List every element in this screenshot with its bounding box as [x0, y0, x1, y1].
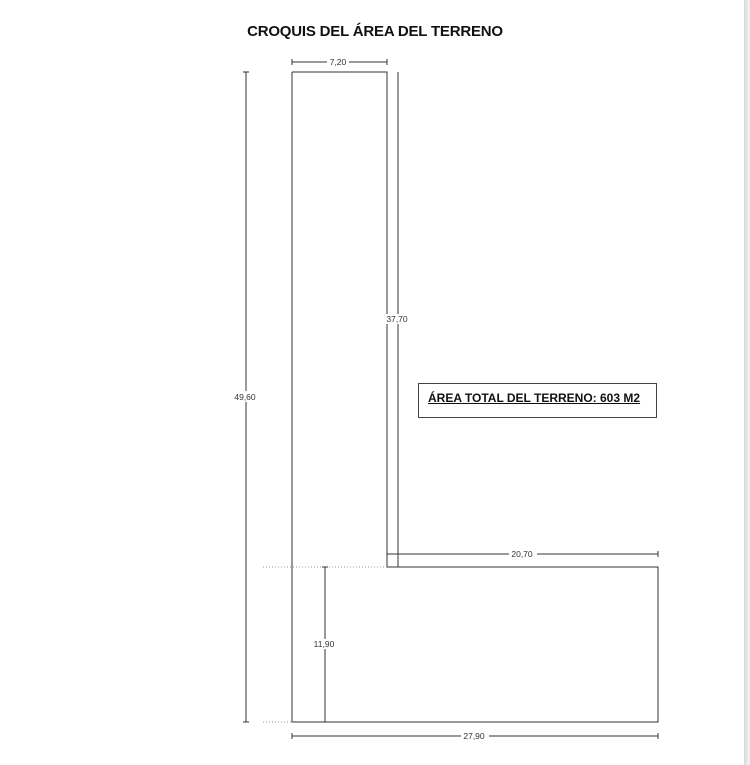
- page-title: CROQUIS DEL ÁREA DEL TERRENO: [247, 23, 503, 40]
- dimension-label-total-width: 27,90: [463, 731, 485, 741]
- dimension-label-top-width: 7,20: [329, 57, 347, 67]
- area-info-box: [418, 383, 657, 418]
- dimension-label-step-width: 20,70: [511, 549, 533, 559]
- dimension-label-upper-height: 37,70: [386, 314, 408, 324]
- area-total-label: ÁREA TOTAL DEL TERRENO: 603 M2: [428, 391, 641, 405]
- dimension-label-lower-height: 11,90: [313, 639, 335, 649]
- dimension-label-total-height: 49,60: [234, 392, 256, 402]
